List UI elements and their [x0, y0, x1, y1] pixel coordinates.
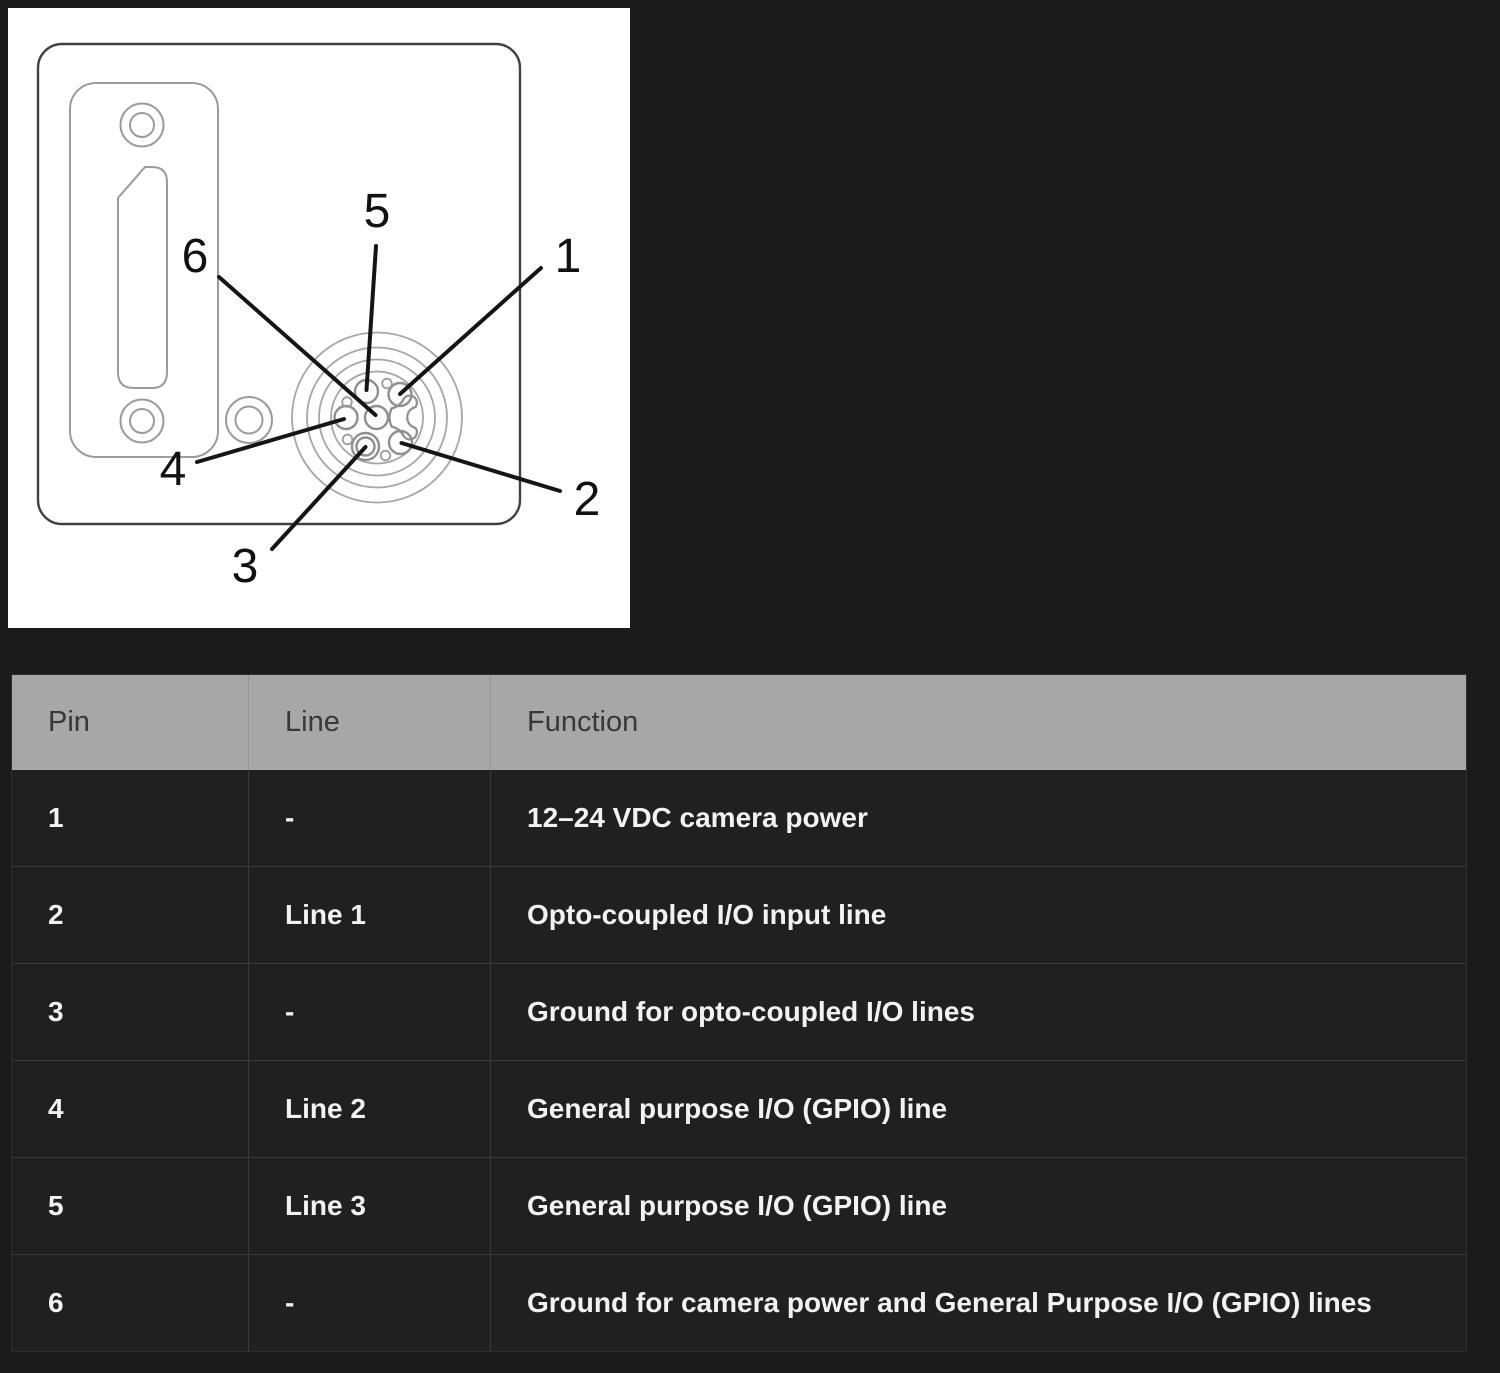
- pin-cell: 1: [48, 802, 64, 833]
- pin-4-label: 4: [159, 443, 187, 496]
- column-header-pin: Pin: [48, 706, 90, 738]
- camera-back-panel-diagram: [8, 8, 630, 628]
- function-cell: Ground for opto-coupled I/O lines: [490, 964, 1466, 1060]
- table-row: [12, 1254, 1466, 1351]
- function-cell: General purpose I/O (GPIO) line: [490, 1061, 1466, 1157]
- pinout-table: [12, 675, 1466, 1351]
- pin-cell: 6: [48, 1287, 64, 1318]
- pin-cell: 3: [48, 996, 64, 1027]
- function-cell: 12–24 VDC camera power: [490, 770, 1466, 866]
- line-cell: -: [248, 770, 490, 866]
- pin-2-label: 2: [573, 473, 601, 526]
- table-row: [12, 866, 1466, 963]
- table-row: [12, 1060, 1466, 1157]
- line-cell: Line 3: [248, 1158, 490, 1254]
- pin-1-label: 1: [554, 230, 582, 283]
- column-header-line: Line: [248, 675, 490, 770]
- pin-cell: 4: [48, 1093, 64, 1124]
- pin-5-label: 5: [363, 185, 391, 238]
- pin-cell: 2: [48, 899, 64, 930]
- line-cell: -: [248, 964, 490, 1060]
- pin-cell: 5: [48, 1190, 64, 1221]
- table-body: [12, 770, 1466, 1351]
- line-cell: -: [248, 1255, 490, 1351]
- table-row: [12, 770, 1466, 866]
- line-cell: Line 2: [248, 1061, 490, 1157]
- column-header-function: Function: [490, 675, 1466, 770]
- table-header-row: [12, 675, 1466, 770]
- connector-diagram-panel: [8, 8, 630, 628]
- line-cell: Line 1: [248, 867, 490, 963]
- function-cell: Opto-coupled I/O input line: [490, 867, 1466, 963]
- function-cell: General purpose I/O (GPIO) line: [490, 1158, 1466, 1254]
- table-row: [12, 1157, 1466, 1254]
- table-row: [12, 963, 1466, 1060]
- function-cell: Ground for camera power and General Purpose I/O (GPIO) lines: [490, 1255, 1466, 1351]
- pin-6-label: 6: [181, 230, 209, 283]
- pin-3-label: 3: [231, 540, 259, 593]
- camera-body-outline: [38, 44, 520, 524]
